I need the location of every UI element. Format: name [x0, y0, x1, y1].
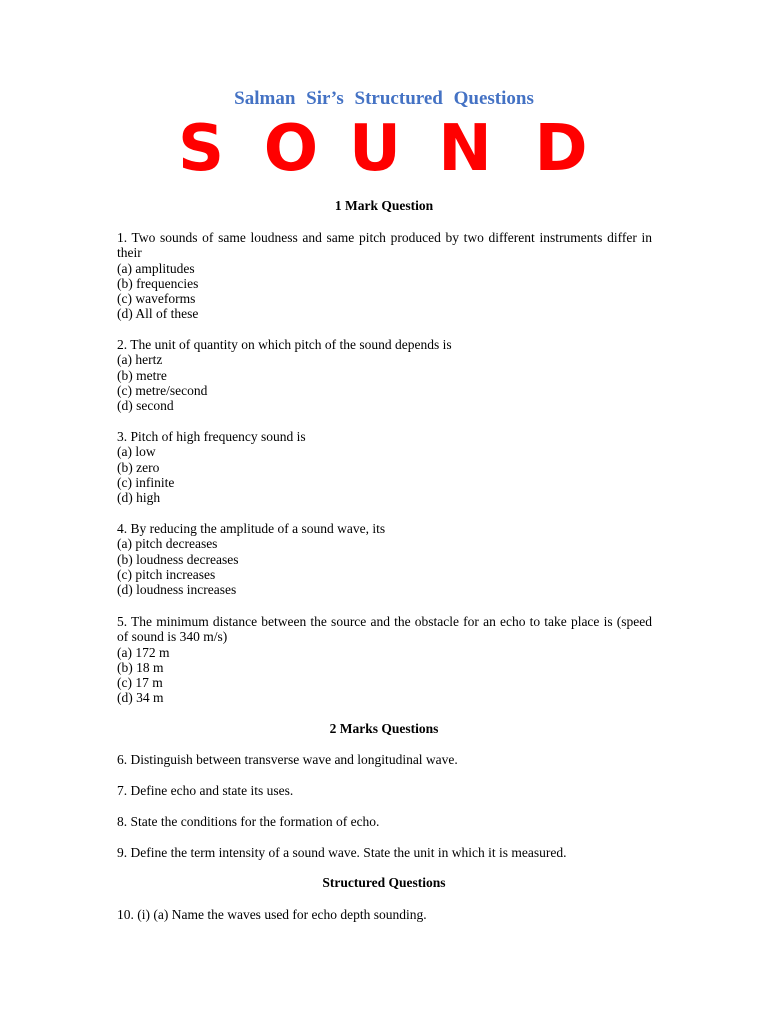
section-heading-structured: Structured Questions	[322, 875, 446, 890]
option-d: (d) loudness increases	[117, 582, 237, 598]
option-a: (a) low	[117, 444, 156, 460]
subject-letter-n: N	[438, 112, 492, 178]
question-text: 10. (i) (a) Name the waves used for echo depth sounding.	[117, 907, 427, 922]
option-a: (a) hertz	[117, 352, 163, 368]
question-text: 6. Distinguish between transverse wave and longitudinal wave.	[117, 752, 458, 767]
question-text: 3. Pitch of high frequency sound is	[117, 429, 306, 444]
section-heading-two-marks: 2 Marks Questions	[329, 721, 439, 736]
section-heading-one-mark: 1 Mark Question	[334, 198, 434, 213]
question-block	[117, 337, 652, 413]
question-block	[117, 230, 652, 322]
subject-letter-o: O	[263, 112, 319, 178]
question-text: 8. State the conditions for the formation of echo.	[117, 814, 380, 829]
option-b: (b) loudness decreases	[117, 551, 239, 567]
option-d: (d) second	[117, 398, 174, 414]
option-d: (d) high	[117, 490, 161, 506]
option-b: (b) zero	[117, 459, 160, 475]
question-text: 5. The minimum distance between the source and the obstacle for an echo to take place is (speed of sound is 340 m/s)	[117, 614, 652, 645]
subject-letter-d: D	[534, 112, 588, 178]
question-text: 9. Define the term intensity of a sound wave. State the unit in which it is measured.	[117, 845, 567, 860]
option-a: (a) 172 m	[117, 644, 170, 660]
option-a: (a) pitch decreases	[117, 536, 218, 552]
option-c: (c) metre/second	[117, 382, 208, 398]
question-text: 2. The unit of quantity on which pitch of the sound depends is	[117, 337, 452, 352]
option-c: (c) pitch increases	[117, 566, 216, 582]
option-c: (c) 17 m	[117, 675, 163, 691]
option-b: (b) frequencies	[117, 275, 199, 291]
document-title: Salman Sir’s Structured Questions	[234, 88, 534, 109]
option-d: (d) 34 m	[117, 690, 164, 706]
question-block	[117, 614, 652, 706]
question-block	[117, 521, 652, 597]
subject-letter-u: U	[349, 112, 401, 178]
question-text: 4. By reducing the amplitude of a sound wave, its	[117, 521, 386, 536]
option-c: (c) infinite	[117, 474, 175, 490]
subject-banner	[175, 112, 595, 178]
question-text: 1. Two sounds of same loudness and same pitch produced by two different instruments differ in their	[117, 230, 652, 261]
option-b: (b) metre	[117, 367, 167, 383]
option-c: (c) waveforms	[117, 291, 196, 307]
option-d: (d) All of these	[117, 306, 199, 322]
subject-letter-s: S	[177, 112, 225, 178]
question-text: 7. Define echo and state its uses.	[117, 783, 294, 798]
option-a: (a) amplitudes	[117, 260, 195, 276]
option-b: (b) 18 m	[117, 659, 164, 675]
question-block	[117, 429, 652, 505]
